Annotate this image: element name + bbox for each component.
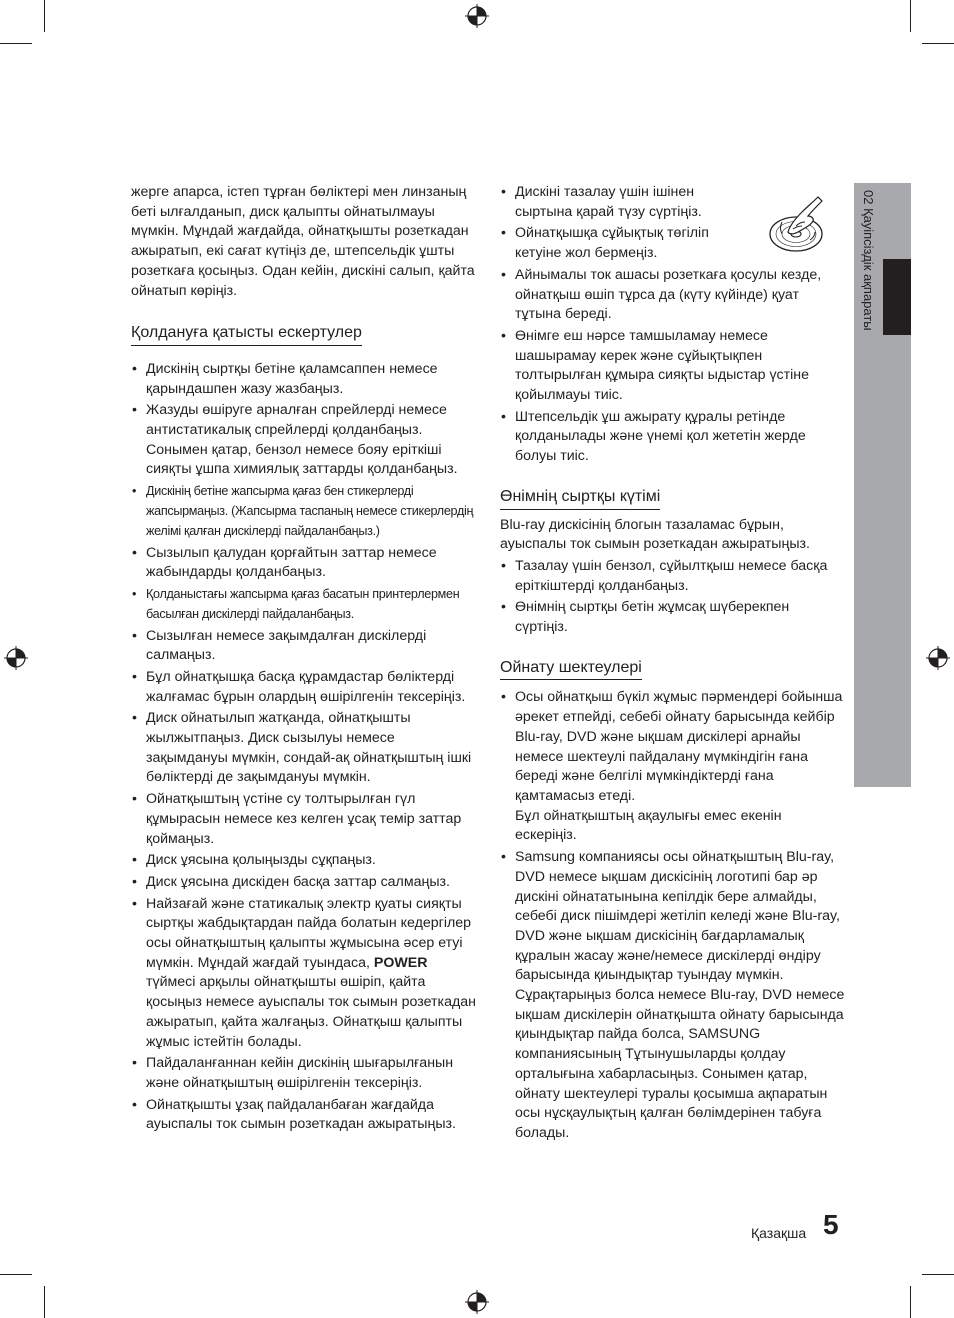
crop-mark [910,1286,911,1318]
left-column [131,183,476,1137]
lightning-text-before: Найзағай және статикалық электр қуаты сияқты сыртқы жабдықтардан пайда болатын кедергілер осы ойнатқыштың қалыпты жұмысына әсер етуі мүмкін. Мұндай жағдай туындаса, [146,895,472,971]
section-title-playback-limits: Ойнату шектеулері [500,658,642,681]
side-tab-label: 02 Қауіпсіздік ақпараты [861,190,876,331]
list-item: • Қолданыстағы жапсырма қағаз басатын принтерлермен басылған дискілерді пайдаланбаңыз. [131,585,476,625]
list-item: • Диск ұясына дискіден басқа заттар салмаңыз. [131,873,476,893]
list-item: • Штепсельдік ұш ажырату құралы ретінде қолданылады және үнемі қол жететін жерде болуы тиіс. [500,408,845,467]
side-tab-marker [883,259,911,335]
list-item: • Ойнатқышты ұзақ пайдаланбаған жағдайда ауыспалы ток сымын розеткадан ажыратыңыз. [131,1096,476,1135]
power-button-label: POWER [373,954,428,971]
page-number: 5 [823,1209,839,1240]
list-item: • Пайдаланғаннан кейін дискінің шығарылғанын және ойнатқыштың өшірілгенін тексеріңіз. [131,1054,476,1093]
list-item-text: Samsung компаниясы осы ойнатқыштың Blu-ray, DVD немесе ықшам дискісінің логотипі бар әр дискіні ойнататынына кепілдік бере алмайды, себебі диск пішімдері жетіліп келеді және Blu-ray, DVD және ықшам дискісінің бағдарламалық құралын жасау және/немесе дискілерді өндіру барысында қиындықтар туындау мүмкін. [515,849,840,984]
list-item: • Диск ойнатылып жатқанда, ойнатқышты жылжытпаңыз. Диск сызылуы немесе зақымдануы мүмкін, сондай-ақ ойнатқыштың ішкі бөліктерді де зақымдануы мүмкін. [131,709,476,788]
crop-mark [922,43,954,44]
list-item-continuation: Бұл ойнатқыштың ақаулығы емес екенін ескеріңіз. [515,807,782,844]
list-item [500,848,845,1144]
list-item: • Сызылған немесе зақымдалған дискілерді салмаңыз. [131,627,476,666]
registration-mark-icon [926,646,950,670]
list-item: • Бұл ойнатқышқа басқа құрамдастар бөліктерді жалғамас бұрын олардың өшірілгенін тексеріңіз. [131,668,476,707]
care-intro-paragraph: Blu-ray дискісінің блогын тазаламас бұрын, ауыспалы ток сымын розеткадан ажыратыңыз. [500,516,810,553]
list-item-text: Осы ойнатқыш бүкіл жұмыс пәрмендері бойынша әрекет етпейді, себебі ойнату барысында кейбір Blu-ray, DVD және ықшам дискілері арнайы немесе шектеулі пайдалану мүмкіндігін ғана береді және белгілі мүмкіндіктерді ғана қамтамасыз етеді. [515,689,843,804]
list-item: • Тазалау үшін бензол, сұйылтқыш немесе басқа еріткіштерді қолданбаңыз. [500,557,845,596]
list-item: • Дискіні тазалау үшін ішінен сыртына қарай түзу сүртіңіз. [500,183,845,222]
registration-mark-icon [465,1290,489,1314]
care-list [500,557,845,638]
playback-limits-list [500,688,845,1143]
list-item-lightning [131,895,476,1053]
list-item: • Өнімнің сыртқы бетін жұмсақ шүберекпен сүртіңіз. [500,598,845,637]
list-item: • Дискінің сыртқы бетіне қаламсаппен немесе қарындашпен жазу жазбаңыз. [131,360,476,399]
list-item-continuation: Сұрақтарыңыз болса немесе Blu-ray, DVD немесе ықшам дискілерін ойнатқышта ойнату барысында қиындықтар пайда болса, SAMSUNG компаниясының Тұтынушыларды қолдау орталығына хабарласыңыз. Сонымен қатар, ойнату шектеулері туралы қосымша ақпаратын осы нұсқаулықтың қалған бөлімдерінен табуға болады. [515,987,845,1141]
crop-mark [44,1286,45,1318]
list-item: • Ойнатқышқа сұйықтық төгіліп кетуіне жол бермеңіз. [500,224,845,263]
section-title-product-care: Өнімнің сыртқы күтімі [500,487,660,510]
list-item: • Дискінің бетіне жапсырма қағаз бен стикерлерді жапсырмаңыз. (Жапсырма таспаның немесе стикерлердің желімі қалған дискілерді пайдаланбаңыз.) [131,482,476,541]
list-item: • Сызылып қалудан қорғайтын заттар немесе жабындарды қолданбаңыз. [131,544,476,583]
crop-mark [0,43,32,44]
crop-mark [0,1274,32,1275]
list-item: • Диск ұясына қолыңызды сұқпаңыз. [131,851,476,871]
list-item: • Жазуды өшіруге арналған спрейлерді немесе антистатикалық спрейлерді қолданбаңыз. Сонымен қатар, бензол немесе бояу ерiткiшi сияқты ұшпа химиялық заттарды қолданбаңыз. [131,401,476,480]
crop-mark [910,0,911,32]
list-item: • Өнімге еш нәрсе тамшыламау немесе шашырамау керек және сұйықтықпен толтырылған құмыра сияқты ыдыстар үстіне қойылмауы тиіс. [500,327,845,406]
usage-warnings-list [131,360,476,1135]
intro-paragraph: жерге апарса, істеп тұрған бөліктері мен линзаның беті ылғалданып, диск қалыпты ойнатылмауы мүмкін. Мұндай жағдайда, ойнатқышты розеткадан ажыратып, екі сағат күтіңіз де, штепсельдік ұшты розеткаға қосыңыз. Одан кейін, дискіні салып, қайта ойнатып көріңіз. [131,184,475,299]
list-item: • Ойнатқыштың үстіне су толтырылған гүл құмырасын немесе кез келген ұсақ темір заттар қоймаңыз. [131,790,476,849]
crop-mark [44,0,45,32]
section-title-usage-warnings: Қолдануға қатысты ескертулер [131,323,362,346]
right-column [500,183,845,1146]
handling-list [500,183,845,467]
registration-mark-icon [4,646,28,670]
list-item [500,688,845,846]
list-item: • Айнымалы ток ашасы розеткаға қосулы кезде, ойнатқыш өшіп тұрса да (күту күйінде) қуат тұтына береді. [500,266,845,325]
registration-mark-icon [465,4,489,28]
footer-language: Қазақша [751,1225,807,1241]
lightning-text-after: түймесі арқылы ойнатқышты өшіріп, қайта қосыңыз немесе ауыспалы ток сымын розеткадан ажыратып, қайта жалғаңыз. Ойнатқыш қалыпты жұмыс істейтін болады. [146,974,476,1050]
crop-mark [922,1274,954,1275]
